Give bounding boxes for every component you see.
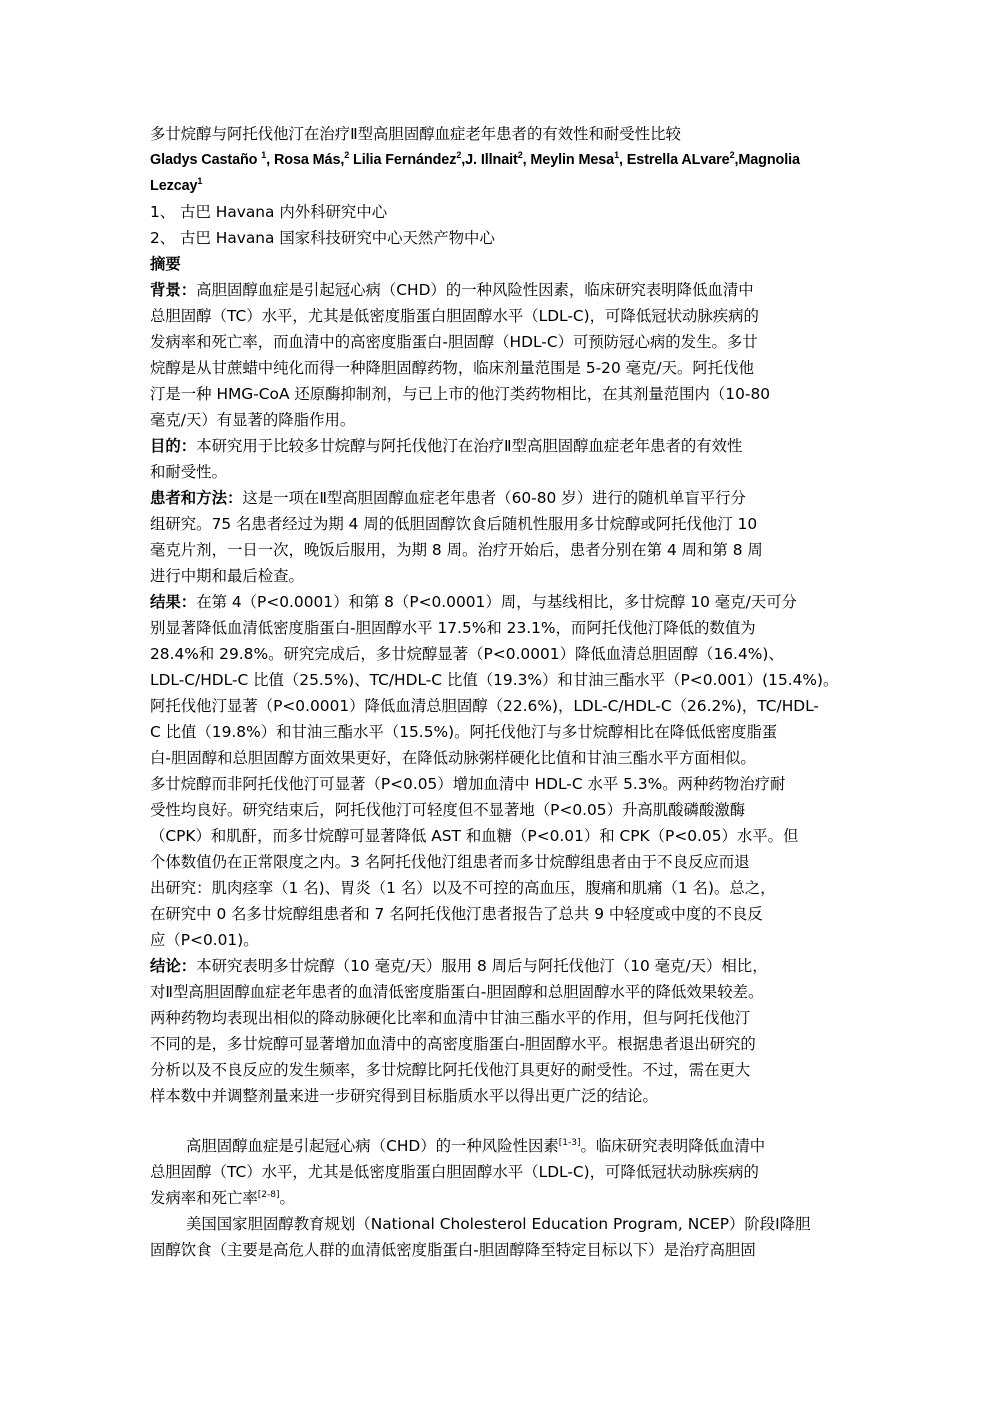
section-text: 别显著降低血清低密度脂蛋白-胆固醇水平 17.5%和 23.1%，而阿托伐他汀降低的数值为 <box>150 619 756 637</box>
text-line <box>150 563 850 589</box>
abstract-sections <box>150 277 850 1109</box>
section-text: 组研究。75 名患者经过为期 4 周的低胆固醇饮食后随机性服用多廿烷醇或阿托伐他汀 10 <box>150 515 758 533</box>
body-text-run: 固醇饮食（主要是高危人群的血清低密度脂蛋白-胆固醇降至特定目标以下）是治疗高胆固 <box>150 1241 756 1259</box>
section-text: 白-胆固醇和总胆固醇方面效果更好，在降低动脉粥样硬化比值和甘油三酯水平方面相似。 <box>150 749 756 767</box>
text-line <box>150 277 850 303</box>
section-label: 患者和方法： <box>150 489 243 507</box>
abstract-section <box>150 277 850 433</box>
author-name: Lezcay <box>150 178 198 194</box>
text-line <box>150 693 850 719</box>
text-line <box>150 407 850 433</box>
body-text-run: 总胆固醇（TC）水平，尤其是低密度脂蛋白胆固醇水平（LDL-C)，可降低冠状动脉疾病的 <box>150 1163 759 1181</box>
affiliation-marker: 1 <box>197 176 203 186</box>
document-page <box>150 121 850 1263</box>
section-text: 两种药物均表现出相似的降动脉硬化比率和血清中甘油三酯水平的作用，但与阿托伐他汀 <box>150 1009 751 1027</box>
text-line <box>150 615 850 641</box>
section-text: 个体数值仍在正常限度之内。3 名阿托伐他汀组患者而多廿烷醇组患者由于不良反应而退 <box>150 853 750 871</box>
section-text: 应（P<0.01)。 <box>150 931 259 949</box>
section-text: 和耐受性。 <box>150 463 227 481</box>
text-line <box>150 641 850 667</box>
section-text: 28.4%和 29.8%。研究完成后，多廿烷醇显著（P<0.0001）降低血清总胆固醇（16.4%)、 <box>150 645 784 663</box>
text-line <box>150 1083 850 1109</box>
section-text: 进行中期和最后检查。 <box>150 567 304 585</box>
body-text-run: 。 <box>279 1189 295 1207</box>
affiliation-marker: 2 <box>456 150 462 160</box>
text-line <box>150 875 850 901</box>
text-line <box>150 355 850 381</box>
section-text: （CPK）和肌酐，而多廿烷醇可显著降低 AST 和血糖（P<0.01）和 CPK（P<0.05）水平。但 <box>150 827 799 845</box>
text-line <box>150 953 850 979</box>
abstract-section <box>150 433 850 485</box>
section-text: LDL-C/HDL-C 比值（25.5%)、TC/HDL-C 比值（19.3%）和甘油三酯水平（P<0.001）(15.4%)。 <box>150 671 839 689</box>
body-text <box>150 1133 850 1263</box>
text-line <box>150 797 850 823</box>
abstract-heading: 摘要 <box>150 255 181 273</box>
affiliation-marker: 1 <box>614 150 619 160</box>
text-line <box>150 823 850 849</box>
author-name: , Meylin Mesa <box>522 152 615 168</box>
section-text: 出研究：肌肉痉挛（1 名)、胃炎（1 名）以及不可控的高血压，腹痛和肌痛（1 名)。总之， <box>150 879 776 897</box>
text-line <box>150 381 850 407</box>
section-text: 对Ⅱ型高胆固醇血症老年患者的血清低密度脂蛋白-胆固醇和总胆固醇水平的降低效果较差。 <box>150 983 764 1001</box>
section-label: 目的： <box>150 437 197 455</box>
author-name: Lilia Fernández <box>349 152 457 168</box>
text-line <box>150 1005 850 1031</box>
body-line <box>150 1185 850 1211</box>
section-text: 多廿烷醇而非阿托伐他汀可显著（P<0.05）增加血清中 HDL-C 水平 5.3%。两种药物治疗耐 <box>150 775 786 793</box>
body-text-run: 。临床研究表明降低血清中 <box>580 1137 766 1155</box>
body-line <box>150 1159 850 1185</box>
section-text: C 比值（19.8%）和甘油三酯水平（15.5%)。阿托伐他汀与多廿烷醇相比在降低低密度脂蛋 <box>150 723 778 741</box>
text-line <box>150 771 850 797</box>
text-line <box>150 459 850 485</box>
text-line <box>150 927 850 953</box>
affiliation-2: 2、 古巴 Havana 国家科技研究中心天然产物中心 <box>150 229 495 247</box>
section-text: 受性均良好。研究结束后，阿托伐他汀可轻度但不显著地（P<0.05）升高肌酸磷酸激酶 <box>150 801 746 819</box>
body-text-run: 高胆固醇血症是引起冠心病（CHD）的一种风险性因素 <box>186 1137 559 1155</box>
text-line <box>150 537 850 563</box>
affiliation-marker: 2 <box>517 150 523 160</box>
section-text: 毫克/天）有显著的降脂作用。 <box>150 411 356 429</box>
section-text: 本研究用于比较多廿烷醇与阿托伐他汀在治疗Ⅱ型高胆固醇血症老年患者的有效性 <box>196 437 743 455</box>
text-line <box>150 1057 850 1083</box>
author-name: ,Magnolia <box>734 152 800 168</box>
affiliation-marker: 1 <box>261 150 267 160</box>
citation-ref: [1-3] <box>558 1138 581 1148</box>
text-line <box>150 329 850 355</box>
section-gap <box>150 1109 850 1133</box>
section-text: 高胆固醇血症是引起冠心病（CHD）的一种风险性因素，临床研究表明降低血清中 <box>196 281 754 299</box>
section-text: 阿托伐他汀显著（P<0.0001）降低血清总胆固醇（22.6%)，LDL-C/HDL-C（26.2%)，TC/HDL- <box>150 697 819 715</box>
affiliation-marker: 2 <box>729 150 735 160</box>
section-text: 毫克片剂，一日一次，晚饭后服用，为期 8 周。治疗开始后，患者分别在第 4 周和第 8 周 <box>150 541 763 559</box>
author-name: , Estrella ALvare <box>619 152 730 168</box>
affiliation-marker: 2 <box>344 150 350 160</box>
section-text: 这是一项在Ⅱ型高胆固醇血症老年患者（60-80 岁）进行的随机单盲平行分 <box>242 489 746 507</box>
section-text: 样本数中并调整剂量来进一步研究得到目标脂质水平以得出更广泛的结论。 <box>150 1087 658 1105</box>
section-text: 本研究表明多廿烷醇（10 毫克/天）服用 8 周后与阿托伐他汀（10 毫克/天）相比， <box>196 957 768 975</box>
text-line <box>150 303 850 329</box>
section-text: 不同的是，多廿烷醇可显著增加血清中的高密度脂蛋白-胆固醇水平。根据患者退出研究的 <box>150 1035 756 1053</box>
section-text: 发病率和死亡率，而血清中的高密度脂蛋白-胆固醇（HDL-C）可预防冠心病的发生。多廿 <box>150 333 758 351</box>
abstract-section <box>150 589 850 953</box>
section-text: 分析以及不良反应的发生频率，多廿烷醇比阿托伐他汀具更好的耐受性。不过，需在更大 <box>150 1061 751 1079</box>
text-line <box>150 485 850 511</box>
affiliation-1: 1、 古巴 Havana 内外科研究中心 <box>150 203 388 221</box>
text-line <box>150 979 850 1005</box>
paper-title: 多廿烷醇与阿托伐他汀在治疗Ⅱ型高胆固醇血症老年患者的有效性和耐受性比较 <box>150 125 681 143</box>
body-text-run: 发病率和死亡率 <box>150 1189 258 1207</box>
citation-ref: [2-8] <box>257 1190 280 1200</box>
section-label: 结论： <box>150 957 197 975</box>
section-text: 在研究中 0 名多廿烷醇组患者和 7 名阿托伐他汀患者报告了总共 9 中轻度或中度的不良反 <box>150 905 763 923</box>
section-label: 背景： <box>150 281 197 299</box>
section-text: 总胆固醇（TC）水平，尤其是低密度脂蛋白胆固醇水平（LDL-C)，可降低冠状动脉疾病的 <box>150 307 759 325</box>
section-label: 结果： <box>150 593 197 611</box>
author-name: ,J. Illnait <box>461 152 518 168</box>
body-line <box>150 1237 850 1263</box>
authors-line-2 <box>150 173 850 199</box>
text-line <box>150 745 850 771</box>
abstract-section <box>150 953 850 1109</box>
text-line <box>150 511 850 537</box>
text-line <box>150 849 850 875</box>
body-text-run: 美国国家胆固醇教育规划（National Cholesterol Education Program, NCEP）阶段Ⅰ降胆 <box>186 1215 811 1233</box>
author-name: , Rosa Más, <box>266 152 345 168</box>
abstract-section <box>150 485 850 589</box>
section-text: 汀是一种 HMG-CoA 还原酶抑制剂，与已上市的他汀类药物相比，在其剂量范围内（10-80 <box>150 385 771 403</box>
text-line <box>150 1031 850 1057</box>
authors-line-1 <box>150 147 850 173</box>
text-line <box>150 589 850 615</box>
body-line <box>150 1133 850 1159</box>
text-line <box>150 667 850 693</box>
text-line <box>150 719 850 745</box>
text-line <box>150 433 850 459</box>
author-name: Gladys Castaño <box>150 152 262 168</box>
section-text: 在第 4（P<0.0001）和第 8（P<0.0001）周，与基线相比，多廿烷醇 10 毫克/天可分 <box>196 593 797 611</box>
body-line <box>150 1211 850 1237</box>
section-text: 烷醇是从甘蔗蜡中纯化而得一种降胆固醇药物，临床剂量范围是 5-20 毫克/天。阿托伐他 <box>150 359 754 377</box>
text-line <box>150 901 850 927</box>
